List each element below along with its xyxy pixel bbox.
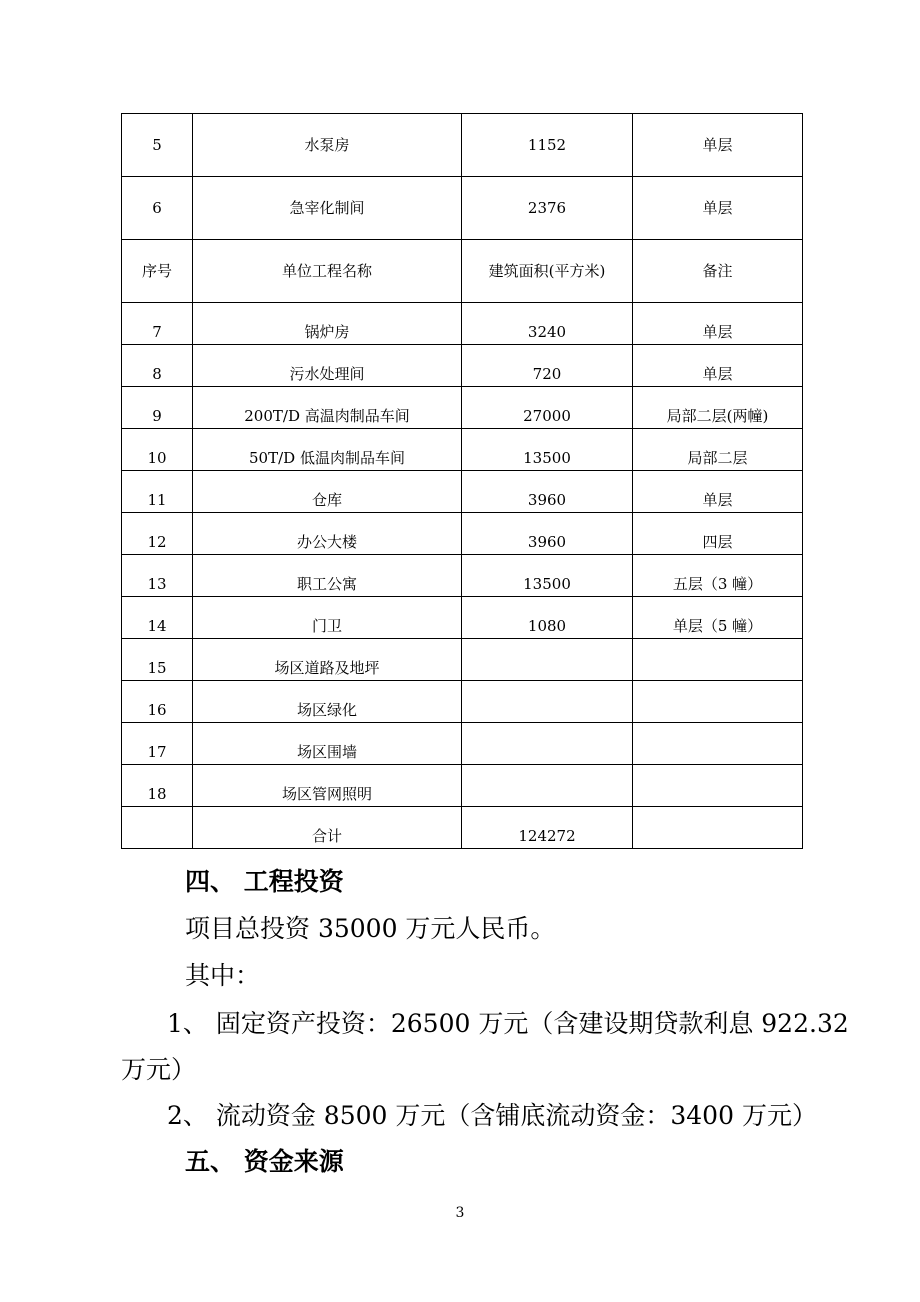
cell-name: 场区道路及地坪 (193, 639, 462, 681)
cell-no: 6 (122, 177, 193, 240)
section-4-heading: 四、 工程投资 (185, 867, 344, 896)
cell-note (633, 639, 803, 681)
page-number: 3 (455, 1205, 465, 1221)
cell-area (462, 765, 633, 807)
cell-name: 门卫 (193, 597, 462, 639)
working-capital-item: 2、 流动资金 8500 万元（含铺底流动资金：3400 万元） (167, 1101, 817, 1130)
table-row (122, 555, 803, 597)
cell-no (122, 807, 193, 849)
cell-note (633, 807, 803, 849)
cell-area: 1080 (462, 597, 633, 639)
table-row (122, 723, 803, 765)
cell-area: 720 (462, 345, 633, 387)
cell-no: 9 (122, 387, 193, 429)
table-row (122, 597, 803, 639)
table-row (122, 177, 803, 240)
fixed-asset-item: 1、 固定资产投资：26500 万元（含建设期贷款利息 922.32 (167, 1009, 849, 1038)
section-5-heading: 五、 资金来源 (185, 1147, 344, 1176)
cell-name: 锅炉房 (193, 303, 462, 345)
cell-area: 13500 (462, 555, 633, 597)
cell-no: 8 (122, 345, 193, 387)
header-no: 序号 (122, 240, 193, 303)
cell-name: 职工公寓 (193, 555, 462, 597)
header-name: 单位工程名称 (193, 240, 462, 303)
cell-note: 局部二层 (633, 429, 803, 471)
cell-area: 2376 (462, 177, 633, 240)
table-row (122, 114, 803, 177)
cell-note (633, 765, 803, 807)
cell-name: 污水处理间 (193, 345, 462, 387)
table-row (122, 513, 803, 555)
project-table (121, 113, 803, 849)
cell-area: 3960 (462, 471, 633, 513)
header-note: 备注 (633, 240, 803, 303)
table-row (122, 471, 803, 513)
table-row (122, 639, 803, 681)
cell-note: 五层（3 幢） (633, 555, 803, 597)
cell-no: 7 (122, 303, 193, 345)
cell-area: 1152 (462, 114, 633, 177)
cell-note: 单层 (633, 114, 803, 177)
table-row (122, 765, 803, 807)
cell-note: 单层 (633, 177, 803, 240)
cell-area: 124272 (462, 807, 633, 849)
cell-area: 3960 (462, 513, 633, 555)
cell-note (633, 723, 803, 765)
cell-area (462, 723, 633, 765)
cell-no: 12 (122, 513, 193, 555)
cell-note: 局部二层(两幢) (633, 387, 803, 429)
cell-no: 11 (122, 471, 193, 513)
total-investment-text: 项目总投资 35000 万元人民币。 (185, 914, 556, 943)
cell-area: 27000 (462, 387, 633, 429)
cell-name: 场区围墙 (193, 723, 462, 765)
cell-no: 15 (122, 639, 193, 681)
breakdown-intro: 其中： (185, 961, 261, 990)
cell-name: 场区管网照明 (193, 765, 462, 807)
cell-area: 13500 (462, 429, 633, 471)
table-header-row (122, 240, 803, 303)
table-row (122, 387, 803, 429)
cell-no: 18 (122, 765, 193, 807)
cell-area (462, 681, 633, 723)
table-row (122, 345, 803, 387)
cell-note: 单层 (633, 303, 803, 345)
cell-note: 单层 (633, 471, 803, 513)
cell-area: 3240 (462, 303, 633, 345)
table-row (122, 429, 803, 471)
table-row (122, 303, 803, 345)
cell-no: 10 (122, 429, 193, 471)
cell-note: 四层 (633, 513, 803, 555)
cell-name: 仓库 (193, 471, 462, 513)
cell-name: 场区绿化 (193, 681, 462, 723)
cell-note: 单层（5 幢） (633, 597, 803, 639)
cell-name: 办公大楼 (193, 513, 462, 555)
cell-note (633, 681, 803, 723)
cell-name: 急宰化制间 (193, 177, 462, 240)
cell-area (462, 639, 633, 681)
cell-name: 200T/D 高温肉制品车间 (193, 387, 462, 429)
cell-name: 50T/D 低温肉制品车间 (193, 429, 462, 471)
table-total-row (122, 807, 803, 849)
table-row (122, 681, 803, 723)
cell-no: 14 (122, 597, 193, 639)
cell-name: 水泵房 (193, 114, 462, 177)
cell-no: 17 (122, 723, 193, 765)
cell-name: 合计 (193, 807, 462, 849)
cell-note: 单层 (633, 345, 803, 387)
header-area: 建筑面积(平方米) (462, 240, 633, 303)
fixed-asset-item-continued: 万元） (121, 1055, 197, 1084)
cell-no: 13 (122, 555, 193, 597)
cell-no: 5 (122, 114, 193, 177)
cell-no: 16 (122, 681, 193, 723)
